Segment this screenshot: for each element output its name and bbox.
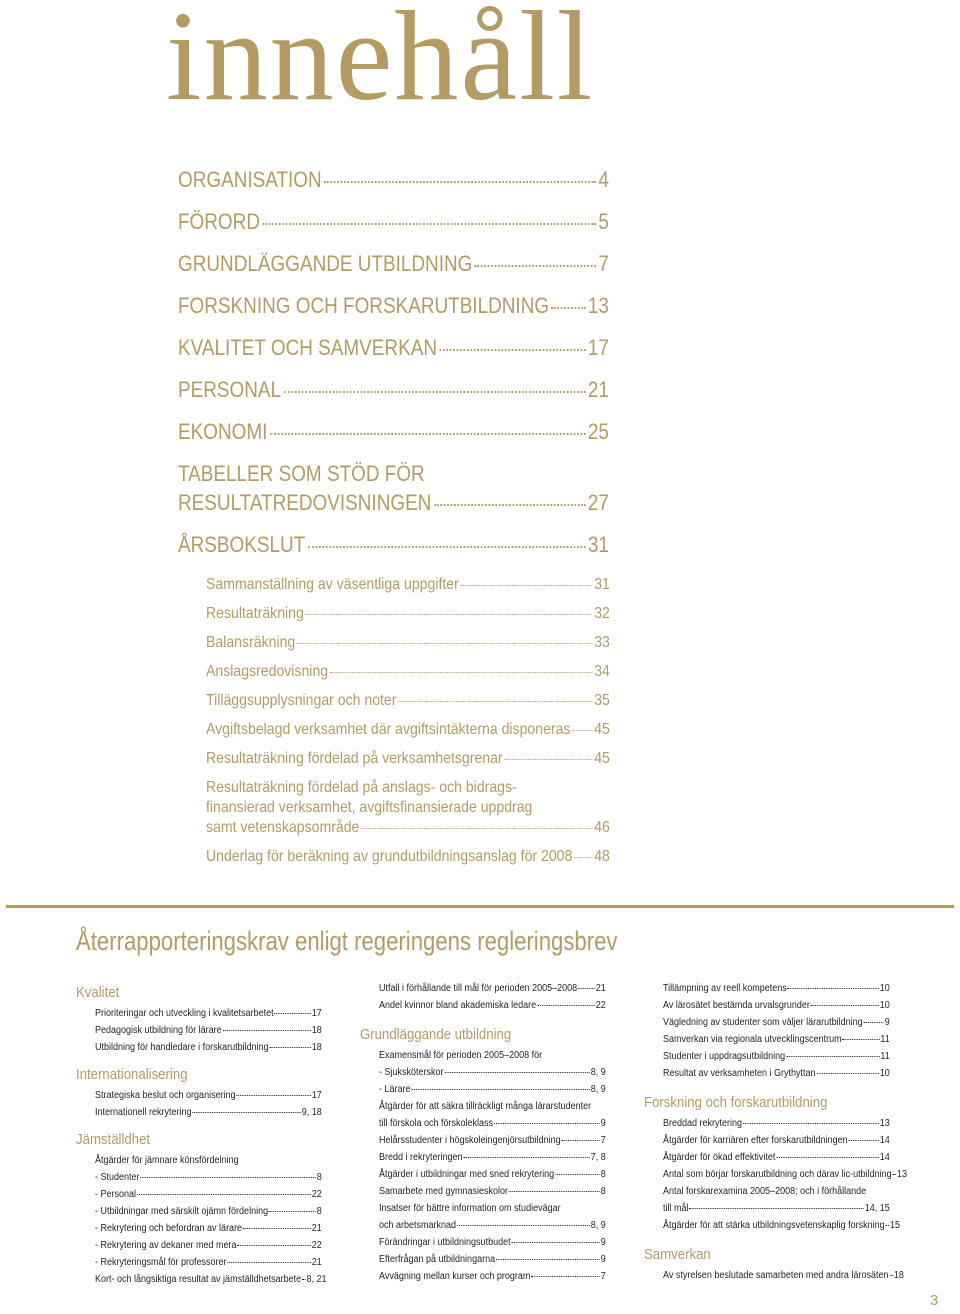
list-item[interactable]: Åtgärder för karriären efter forskarutbildningen 14	[663, 1135, 890, 1146]
column-3	[644, 980, 908, 1284]
list-item[interactable]: Tillämpning av reell kompetens 10	[663, 983, 890, 994]
column-2	[360, 980, 606, 1285]
toc-page: 17	[587, 335, 609, 360]
column-1	[76, 980, 327, 1288]
toc-item-tabeller[interactable]	[178, 460, 609, 516]
toc-label: EKONOMI	[178, 419, 268, 444]
toc-page: 21	[587, 377, 609, 402]
list-item[interactable]: och arbetsmarknad 8, 9	[379, 1220, 606, 1231]
list-intro: Examensmål för perioden 2005–2008 för	[379, 1050, 543, 1061]
toc-page: 5	[598, 209, 609, 234]
toc-page: 4	[598, 167, 609, 192]
subtoc-item[interactable]: Anslagsredovisning 34	[206, 663, 610, 680]
list-item[interactable]: Pedagogisk utbildning för lärare 18	[95, 1025, 322, 1036]
list-item[interactable]: Internationell rekrytering 9, 18	[95, 1107, 322, 1118]
list-intro: Insatser för bättre information om studievägar	[379, 1203, 561, 1214]
list-item[interactable]: till mål 14, 15	[663, 1203, 890, 1214]
subtoc-item[interactable]: Resultaträkning fördelad på verksamhetsgrenar 45	[206, 750, 610, 767]
toc-label: FÖRORD	[178, 209, 260, 234]
list-item[interactable]: - Rekrytering och befordran av lärare 21	[95, 1223, 322, 1234]
list-item[interactable]: Utfall i förhållande till mål för perioden 2005–2008 21	[379, 983, 606, 994]
section-title: Återrapporteringskrav enligt regeringens regleringsbrev	[76, 926, 618, 956]
toc-label: ÅRSBOKSLUT	[178, 532, 306, 557]
toc-label: FORSKNING OCH FORSKARUTBILDNING	[178, 293, 550, 318]
toc-label: PERSONAL	[178, 377, 282, 402]
page-title: innehåll	[166, 0, 595, 127]
list-item[interactable]: - Personal 22	[95, 1189, 322, 1200]
list-item[interactable]: Åtgärder i utbildningar med sned rekrytering 8	[379, 1169, 606, 1180]
list-item[interactable]: Andel kvinnor bland akademiska ledare 22	[379, 1000, 606, 1011]
subtoc-item[interactable]: Underlag för beräkning av grundutbildningsanslag för 2008 48	[206, 848, 610, 865]
list-item[interactable]: - Sjuksköterskor 8, 9	[379, 1067, 606, 1078]
list-item[interactable]: Studenter i uppdragsutbildning 11	[663, 1051, 890, 1062]
list-item[interactable]: - Lärare 8, 9	[379, 1084, 606, 1095]
toc-page: 27	[587, 490, 609, 515]
category-heading: Internationalisering	[76, 1066, 188, 1083]
toc-page: 7	[598, 251, 609, 276]
subtoc-item[interactable]: Tilläggsupplysningar och noter 35	[206, 692, 610, 709]
list-item[interactable]: Avvägning mellan kurser och program 7	[379, 1271, 606, 1282]
main-toc	[178, 166, 610, 573]
toc-item-arsbokslut[interactable]	[178, 531, 609, 558]
page-number: 3	[930, 1292, 939, 1309]
list-item[interactable]: Vägledning av studenter som väljer lärarutbildning 9	[663, 1017, 890, 1028]
list-item[interactable]: till förskola och förskoleklass 9	[379, 1118, 606, 1129]
list-item[interactable]: Åtgärder för ökad effektivitet 14	[663, 1152, 890, 1163]
list-item[interactable]: - Studenter 8	[95, 1172, 322, 1183]
subtoc-item[interactable]: Avgiftsbelagd verksamhet där avgiftsintäkterna disponeras 45	[206, 721, 610, 738]
divider-rule	[6, 905, 954, 908]
toc-item-ekonomi[interactable]	[178, 418, 609, 445]
list-item[interactable]: Av lärosätet bestämda urvalsgrunder 10	[663, 1000, 890, 1011]
list-item[interactable]: Strategiska beslut och organisering 17	[95, 1090, 322, 1101]
category-heading: Kvalitet	[76, 984, 120, 1001]
list-item[interactable]: Breddad rekrytering 13	[663, 1118, 890, 1129]
toc-item-grundlaggande[interactable]	[178, 250, 609, 277]
category-heading: Jämställdhet	[76, 1131, 151, 1148]
category-heading: Samverkan	[644, 1246, 711, 1263]
toc-label-line1: TABELLER SOM STÖD FÖR	[178, 461, 425, 486]
list-item[interactable]: Av styrelsen beslutade samarbeten med andra lärosäten 18	[663, 1270, 904, 1281]
toc-label: ORGANISATION	[178, 167, 322, 192]
list-item[interactable]: - Rekrytering av dekaner med mera 22	[95, 1240, 322, 1251]
list-item[interactable]: Antal som börjar forskarutbildning och därav lic-utbildning 13	[663, 1169, 908, 1180]
toc-label: GRUNDLÄGGANDE UTBILDNING	[178, 251, 473, 276]
toc-item-forskning[interactable]	[178, 292, 609, 319]
list-item[interactable]: Kort- och långsiktiga resultat av jämställdhetsarbete 8, 21	[95, 1274, 327, 1285]
list-intro: Antal forskarexamina 2005–2008; och i förhållande	[663, 1186, 867, 1197]
category-heading: Grundläggande utbildning	[360, 1026, 512, 1043]
toc-label: KVALITET OCH SAMVERKAN	[178, 335, 437, 360]
list-item[interactable]: Helårsstudenter i högskoleingenjörsutbildning 7	[379, 1135, 606, 1146]
list-item[interactable]: Samverkan via regionala utvecklingscentrum 11	[663, 1034, 890, 1045]
list-item[interactable]: Åtgärder för att stärka utbildningsvetenskaplig forskning 15	[663, 1220, 901, 1231]
list-item[interactable]: Samarbete med gymnasieskolor 8	[379, 1186, 606, 1197]
list-item[interactable]: Efterfrågan på utbildningarna 9	[379, 1254, 606, 1265]
list-item[interactable]: Resultat av verksamheten i Grythyttan 10	[663, 1068, 890, 1079]
category-heading: Forskning och forskarutbildning	[644, 1094, 828, 1111]
toc-page: 25	[587, 419, 609, 444]
list-item[interactable]: Förändringar i utbildningsutbudet 9	[379, 1237, 606, 1248]
toc-label: RESULTATREDOVISNINGEN	[178, 490, 432, 515]
list-item[interactable]: Prioriteringar och utveckling i kvalitetsarbetet 17	[95, 1008, 322, 1019]
subtoc-item[interactable]: Balansräkning 33	[206, 634, 610, 651]
list-intro: Åtgärder för jämnare könsfördelning	[95, 1155, 239, 1166]
toc-page: 31	[587, 532, 609, 557]
list-item[interactable]: - Rekryteringsmål för professorer 21	[95, 1257, 322, 1268]
toc-page: 13	[587, 293, 609, 318]
list-intro: Åtgärder för att säkra tillräckligt många lärarstudenter	[379, 1101, 592, 1112]
list-item[interactable]: Bredd i rekryteringen 7, 8	[379, 1152, 606, 1163]
toc-item-personal[interactable]	[178, 376, 609, 403]
list-item[interactable]: - Utbildningar med särskilt ojämn fördelning 8	[95, 1206, 322, 1217]
toc-item-organisation[interactable]	[178, 166, 609, 193]
subtoc-item[interactable]: Resultaträkning fördelad på anslags- och bidrags- finansierad verksamhet, avgiftsfinansierade uppdrag samt vetenskapsområde 46	[206, 779, 610, 836]
sub-toc	[206, 575, 610, 876]
toc-item-forord[interactable]	[178, 208, 609, 235]
toc-item-kvalitet[interactable]	[178, 334, 609, 361]
subtoc-item[interactable]: Resultaträkning 32	[206, 605, 610, 622]
list-item[interactable]: Utbildning för handledare i forskarutbildning 18	[95, 1042, 322, 1053]
subtoc-item[interactable]: Sammanställning av väsentliga uppgifter 31	[206, 576, 610, 593]
